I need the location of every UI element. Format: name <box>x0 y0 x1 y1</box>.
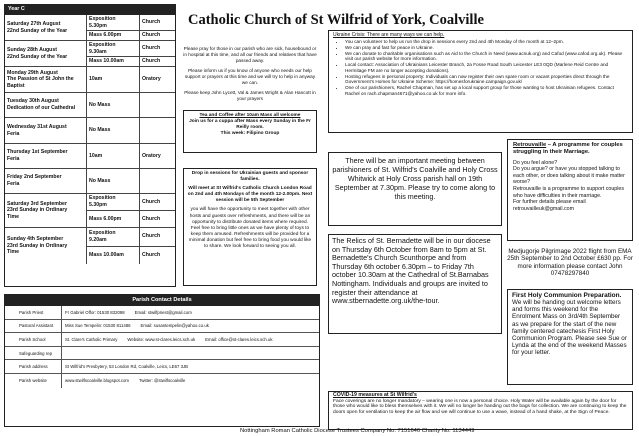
fhc-title: First Holy Communion Preparation. <box>512 292 622 299</box>
service-time: 10am <box>87 144 140 168</box>
service-place: Church <box>142 58 161 65</box>
covid-body: Face coverings are no longer mandatory – wearing one is now a personal choice. Holy Water will be available again by the door for those who would like to bless themselves with it. We will no longer be handing out the bags for collection. We are continuing to keep the doors open for ventilation to keep the air flow and we will continue to use a wave, instead of a hand shake, at the Sign of Peace. <box>333 398 627 416</box>
covid-title: COVID-19 measures at St Wilfrid's <box>333 392 417 398</box>
service-slot <box>87 247 175 265</box>
schedule-day <box>5 118 175 144</box>
contact-label: Parish address <box>5 360 62 373</box>
drop-title: Drop in sessions for Ukrainian guests and sponsor families. <box>191 171 309 183</box>
service-slot <box>87 144 175 168</box>
retro-title: Retrouvaille – A programme for couples struggling in their Marriage. <box>513 142 623 155</box>
relics-notice: The Relics of St. Bernadette will be in our diocese on Thursday 6th October from 8am to 5pm at St. Bernadette's Church Scunthorpe and from Thursday 6th october 6.30pm – to Friday 7th october 10.30am at the Cathedral of St.Barnabas Nottingham. Individuals and groups are invited to register their attendance at www.stbernadette.org.uk/the-tour. <box>328 234 502 334</box>
service-slot <box>87 194 175 211</box>
schedule-days <box>5 15 175 264</box>
charity-footer: Nottingham Roman Catholic Diocese Trustees Company No. 7151646 Charity No. 1134449 <box>240 428 475 434</box>
prayer-para: Please keep John Lycett, Val & James Wright & Alan Hancott in your prayers <box>184 90 316 101</box>
contacts-header: Parish Contact Details <box>5 295 319 306</box>
contact-row <box>5 306 319 320</box>
day-name: Sunday 28th August 22nd Sunday of the Year <box>5 41 87 66</box>
schedule-day <box>5 41 175 67</box>
page-title: Catholic Church of St Wilfrid of York, Coalville <box>188 12 484 28</box>
service-slot <box>87 93 175 117</box>
service-slot <box>87 67 175 92</box>
service-time: Mass 6.00pm <box>87 211 140 227</box>
service-time: Exposition 5.30pm <box>87 194 140 210</box>
service-place: Church <box>142 198 161 205</box>
ukraine-item: • Local contact: Association of Ukrainians Leicester Branch, 2a Fosse Road South Leicester LE3 0QD (Marlene Reid Centre and Hermitage FM are no longer accepting donations). <box>345 62 628 73</box>
ukraine-crisis-notice <box>328 30 633 133</box>
contact-row <box>5 347 319 361</box>
contact-label: Parish Priest <box>5 306 62 319</box>
tea-coffee-notice <box>183 110 317 153</box>
tea-group: This week: Filipino Group <box>220 131 280 137</box>
day-name: Monday 29th August The Passion of St John the Baptist <box>5 67 87 92</box>
fhc-body: We will be handing out welcome letters and forms this weekend for the Enrolment Mass on 3rd/4th September as we prepare for the start of the new family centered catechesis First Holy Communion Program. Please see Sue or Lynda at the end of the weekend Masses for your letter. <box>512 299 627 356</box>
ukraine-item: • We can pray and fast for peace in Ukraine. <box>345 45 628 51</box>
parish-contacts <box>4 294 320 427</box>
service-time: Mass 10.00am <box>87 247 140 265</box>
contact-label: Parish website <box>5 374 62 388</box>
schedule-day <box>5 194 175 228</box>
ukraine-item: • One of our parishioners, Rachel Chapman, has set up a local support group for those wanting to host Ukrainian refugees. Contact Rachel on rach.chapman4671@yahoo.co.uk for more info. <box>345 85 628 96</box>
tea-body: Join us for a cuppa after Mass every Sunday in the Fr Reilly room. <box>189 119 311 131</box>
service-time: No Mass <box>87 93 140 117</box>
contact-value: Fr Gabriel Offor: 01530 832098 Email: stwilfpriest@gmail.com <box>65 309 192 315</box>
schedule-day <box>5 144 175 169</box>
service-time: Exposition 9.20am <box>87 228 140 246</box>
ukraine-heading: Ukraine Crisis: There are many ways we can help. <box>333 32 445 38</box>
contact-row <box>5 374 319 388</box>
service-place <box>140 93 175 117</box>
drop-bold: Will meet at St Wilfrid's Catholic Church London Road on 2nd and 4th Mondays of the month 12-2.00pm. Next session will be 5th September <box>187 186 313 204</box>
ukraine-list <box>333 39 628 97</box>
service-slot <box>87 211 175 227</box>
service-slot <box>87 57 175 66</box>
service-place: Oratory <box>142 152 161 159</box>
service-place: Oratory <box>142 76 161 83</box>
service-slot <box>87 228 175 247</box>
contact-value: Miss Sue Tempelin: 01530 811486 Email: susantempelin@yahoo.co.uk <box>65 323 209 329</box>
contact-row <box>5 360 319 374</box>
schedule-header: Year C <box>5 5 175 15</box>
service-slot <box>87 169 175 193</box>
schedule-day <box>5 67 175 93</box>
ukraine-item: • You can volunteer to help us run the drop in sessions every 2nd and 4th Monday of the month at 12–2pm. <box>345 39 628 45</box>
service-place <box>140 169 175 193</box>
service-slot <box>87 15 175 31</box>
service-place: Church <box>142 19 161 26</box>
prayer-para: Please inform us if you know of anyone who needs our help support or prayers at this time and we will try to help in anyway we can. <box>184 68 316 85</box>
drop-body: you will have the opportunity to meet together with other hosts and guests over refreshments, and there will be an opportunity to distribute donated items where required. Feel free to bring little ones as we have plenty of toys to keep them amused. Refreshments will be provided for a minimal donation but feel free to bring food you would like to share. We look forward to seeing you all. <box>188 207 312 250</box>
contact-value: www.stwilfscoalville.blogspot.com Twitter: @stwilfscoalville <box>65 378 186 384</box>
schedule-day <box>5 15 175 41</box>
contact-label: Safeguarding rep <box>5 347 62 360</box>
meeting-notice: There will be an important meeting between parishioners of St. Wilfrid's Coalville and Holy Cross Whitwick at Holy Cross parish hall on 19th September at 7.30pm. Please try to come along to this meeting. <box>328 152 502 226</box>
mass-schedule <box>4 4 176 287</box>
service-slot <box>87 118 175 143</box>
first-communion-notice <box>507 289 633 385</box>
tea-title: Tea and Coffee after 10am Mass all welcome <box>199 113 301 118</box>
retro-para: Retrouvaille is a programme to support couples who have difficulties in their marriage. <box>513 185 624 199</box>
service-place <box>140 118 175 143</box>
ukraine-item: • We can donate to charitable organisations such as Aid to the Church in Need (www.acnuk.org) and Cafod (www.cafod.org.uk). Please visit our parish website for more information. <box>345 51 628 62</box>
service-slot <box>87 31 175 40</box>
day-name: Thursday 1st September Feria <box>5 144 87 168</box>
ukraine-item: • Hosting refugees in personal property: Individuals can now register their own spare room or vacant properties direct through the Government's Homes for Ukraine Scheme: https://homesforukraine.campaign.gov.uk/ <box>345 74 628 85</box>
medjugorje-notice: Medjugorje Pilgrimage 2022 flight from EMA 25th September to 2nd October £630 pp. For more information please contact John 07478297840 <box>507 248 633 278</box>
service-slot <box>87 41 175 57</box>
service-place: Church <box>142 32 161 39</box>
service-time: No Mass <box>87 118 140 143</box>
service-place: Church <box>142 45 161 52</box>
prayer-notice <box>183 46 317 106</box>
day-name: Wednesday 31st August Feria <box>5 118 87 143</box>
service-time: Exposition 9.30am <box>87 41 140 56</box>
service-time: Mass 6.00pm <box>87 31 140 40</box>
schedule-day <box>5 228 175 264</box>
prayer-para: Please pray for those in our parish who are sick, housebound or in hospital at this time, and all our friends and relatives that have passed away. <box>183 46 317 63</box>
retro-para: Do you argue? or have you stopped talking to each other, or does talking about it make matter worse? <box>513 166 625 186</box>
retrouvaille-notice <box>507 139 633 241</box>
contact-label: Parish School <box>5 333 62 346</box>
retro-para: For further details please email retrouvailleuk@gmail.com <box>513 199 586 212</box>
day-name: Tuesday 30th August Dedication of our Cathedral <box>5 93 87 117</box>
day-name: Saturday 3rd September 23rd Sunday in Ordinary Time <box>5 194 87 227</box>
day-name: Sunday 4th September 23rd Sunday in Ordinary Time <box>5 228 87 264</box>
contact-row <box>5 333 319 347</box>
retro-para: Do you feel alone? <box>513 159 558 166</box>
schedule-day <box>5 169 175 194</box>
service-place: Church <box>142 233 161 240</box>
contact-value: St. Clare's Catholic Primary Website: www.st-clares.leics.sch.uk Email: office@st-clares.leics.sch.uk <box>65 336 273 342</box>
service-place: Church <box>142 215 161 222</box>
service-place: Church <box>142 251 161 258</box>
covid-notice <box>328 391 633 430</box>
day-name: Friday 2nd September Feria <box>5 169 87 193</box>
contact-label: Pastoral Assistant <box>5 320 62 333</box>
service-time: Mass 10.00am <box>87 57 140 66</box>
schedule-day <box>5 93 175 118</box>
contact-value: St Wilfrid's Presbytery, 53 London Rd, Coalville, Leics, LE67 3JB <box>65 364 189 370</box>
service-time: 10am <box>87 67 140 92</box>
day-name: Saturday 27th August 22nd Sunday of the Year <box>5 15 87 40</box>
drop-in-notice <box>183 168 317 286</box>
contact-rows <box>5 306 319 388</box>
contact-row <box>5 320 319 334</box>
service-time: No Mass <box>87 169 140 193</box>
service-time: Exposition 5.30pm <box>87 15 140 30</box>
